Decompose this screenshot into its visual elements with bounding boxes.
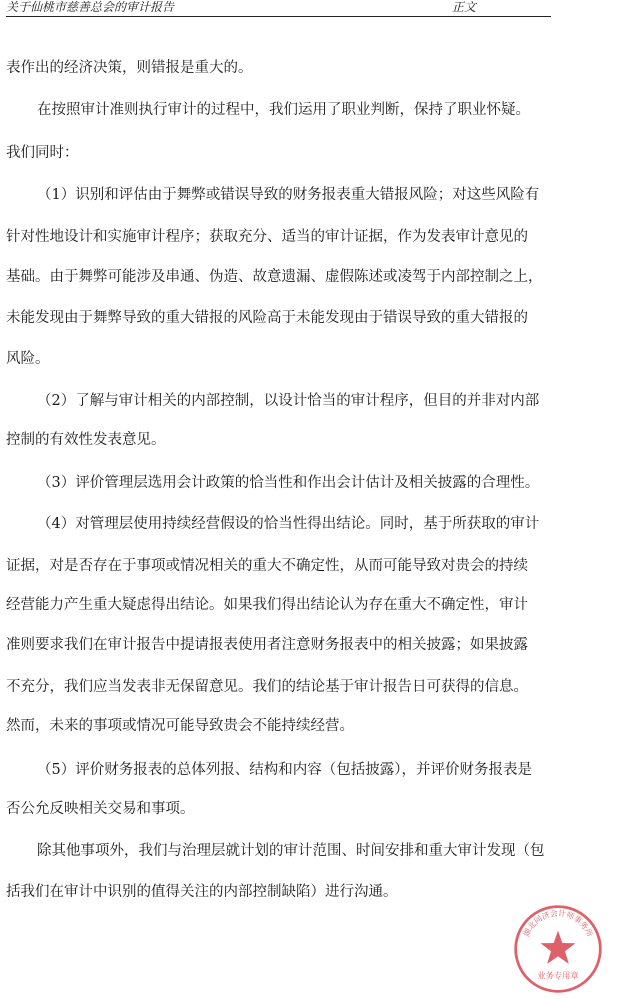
seal-purpose: 业务专用章 bbox=[537, 970, 579, 981]
body-line: 表作出的经济决策，则错报是重大的。 bbox=[6, 60, 253, 76]
body-line: （1）识别和评估由于舞弊或错误导致的财务报表重大错报风险；对这些风险有 bbox=[37, 187, 540, 203]
body-line: 除其他事项外，我们与治理层就计划的审计范围、时间安排和重大审计发现（包 bbox=[37, 843, 545, 859]
body-line: 基础。由于舞弊可能涉及串通、伪造、故意遗漏、虚假陈述或凌驾于内部控制之上， bbox=[6, 269, 543, 285]
body-line: 否公允反映相关交易和事项。 bbox=[6, 801, 195, 817]
body-line: 然而，未来的事项或情况可能导致贵会不能持续经营。 bbox=[6, 718, 354, 734]
body-line: 控制的有效性发表意见。 bbox=[6, 432, 166, 448]
seal-org-name: 湖北同济会计师事务所 bbox=[521, 908, 595, 939]
page-header bbox=[6, 0, 551, 17]
body-line: 我们同时： bbox=[6, 145, 79, 161]
body-line: 不充分，我们应当发表非无保留意见。我们的结论基于审计报告日可获得的信息。 bbox=[6, 679, 528, 695]
body-line: （4）对管理层使用持续经营假设的恰当性得出结论。同时，基于所获取的审计 bbox=[37, 516, 540, 532]
body-line: 风险。 bbox=[6, 351, 50, 367]
document-title: 关于仙桃市慈善总会的审计报告 bbox=[6, 0, 175, 14]
body-line: （2）了解与审计相关的内部控制，以设计恰当的审计程序，但目的并非对内部 bbox=[37, 393, 540, 409]
body-line: 经营能力产生重大疑虑得出结论。如果我们得出结论认为存在重大不确定性，审计 bbox=[6, 597, 528, 613]
body-line: 针对性地设计和实施审计程序；获取充分、适当的审计证据，作为发表审计意见的 bbox=[6, 229, 528, 245]
star-icon bbox=[541, 931, 576, 964]
section-label: 正文 bbox=[452, 0, 477, 14]
body-line: （3）评价管理层选用会计政策的恰当性和作出会计估计及相关披露的合理性。 bbox=[37, 475, 540, 491]
body-line: 括我们在审计中识别的值得关注的内部控制缺陷）进行沟通。 bbox=[6, 884, 398, 900]
body-line: 证据，对是否存在于事项或情况相关的重大不确定性，从而可能导致对贵会的持续 bbox=[6, 558, 528, 574]
official-seal bbox=[512, 903, 604, 995]
body-line: （5）评价财务报表的总体列报、结构和内容（包括披露），并评价财务报表是 bbox=[37, 762, 532, 778]
body-line: 在按照审计准则执行审计的过程中，我们运用了职业判断，保持了职业怀疑。 bbox=[37, 102, 530, 118]
body-line: 准则要求我们在审计报告中提请报表使用者注意财务报表中的相关披露；如果披露 bbox=[6, 637, 528, 653]
body-line: 未能发现由于舞弊导致的重大错报的风险高于未能发现由于错误导致的重大错报的 bbox=[6, 310, 528, 326]
